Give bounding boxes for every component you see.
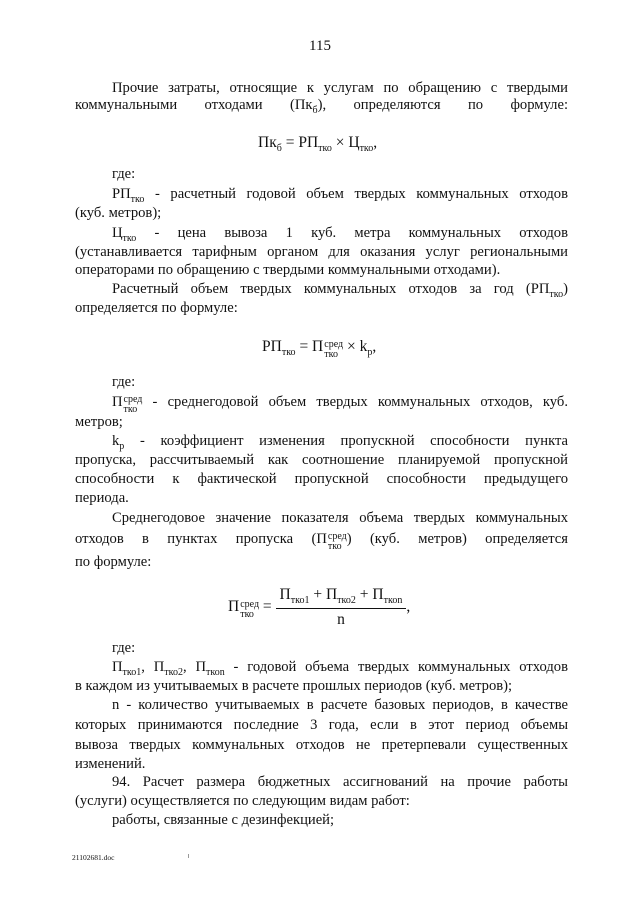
definition-rp-cont: (куб. метров); <box>75 205 162 221</box>
definition-period-volumes: $П_{тко1}$, $П_{тко2}$, $П_{ткоn}$ - годовой объема твердых коммунальных отходов <box>112 659 568 678</box>
definition-average: П сред тко - среднегодовой объем твердых коммунальных отходов, куб. <box>112 394 568 415</box>
fraction: $\frac{П_{тко1} + П_{тко2} + П_{ткоn}}{n}$ <box>276 586 407 629</box>
footer-filename: 21102681.doc <box>72 853 115 862</box>
formula-annual-volume: $РП_{тко} = П$ сред тко × $k_р$, <box>262 338 377 360</box>
definition-price: $Ц_{тко}$ - цена вывоза 1 куб. метра коммунальных отходов <box>112 225 568 244</box>
definition-n-line3: вывоза твердых коммунальных отходов не претерпевали существенных <box>75 737 568 753</box>
definition-coefficient-line4: периода. <box>75 490 129 506</box>
definition-average-cont: метров; <box>75 414 123 430</box>
definition-price-line3: операторами по обращению с твердыми коммунальными отходами). <box>75 262 501 278</box>
definition-coefficient: $k_р$ - коэффициент изменения пропускной способности пункта <box>112 433 568 452</box>
formula-average: П сред тко = $\frac{П_{тко1} + П_{тко2} + П_{ткоn}}{n}$ , <box>228 586 411 628</box>
definition-n-line4: изменений. <box>75 756 146 772</box>
definition-price-line2: (устанавливается тарифным органом для оказания услуг региональными <box>75 244 568 260</box>
definition-period-volumes-cont: в каждом из учитываемых в расчете прошлых периодов (куб. метров); <box>75 678 513 694</box>
paragraph-94-line2: (услуги) осуществляется по следующим видам работ: <box>75 793 410 809</box>
definition-n-line2: которых принимаются последние 3 года, если в этот период объемы <box>75 717 568 733</box>
paragraph-other-costs: Прочие затраты, относящие к услугам по обращению с твердыми коммунальными отходами $(Пк_б)$, определяются по формуле: <box>75 80 568 116</box>
page-number: 115 <box>309 38 331 54</box>
where-label-1: где: <box>112 166 136 182</box>
definition-coefficient-line3: способности к фактической пропускной способности предыдущего <box>75 471 568 487</box>
paragraph-94: 94. Расчет размера бюджетных ассигнований на прочие работы <box>112 774 568 790</box>
definition-coefficient-line2: пропуска, рассчитываемый как соотношение планируемой пропускной <box>75 452 568 468</box>
definition-n: n - количество учитываемых в расчете базовых периодов, в качестве <box>112 697 568 713</box>
paragraph-annual-volume-line2: определяется по формуле: <box>75 300 238 316</box>
list-item-disinfection: работы, связанные с дезинфекцией; <box>112 812 335 828</box>
paragraph-average-value: Среднегодовое значение показателя объема твердых коммунальных <box>112 510 568 526</box>
footer-dot <box>188 854 189 858</box>
definition-rp: $РП_{тко}$ - расчетный годовой объем твердых коммунальных отходов <box>112 186 568 205</box>
paragraph-average-value-line3: по формуле: <box>75 554 152 570</box>
paragraph-annual-volume: Расчетный объем твердых коммунальных отходов за год $(РП_{тко})$ <box>112 281 568 300</box>
paragraph-average-value-line2: отходов в пунктах пропуска (П сред тко ) (куб. метров) определяется <box>75 531 568 552</box>
where-label-3: где: <box>112 640 136 656</box>
formula-other-costs: $Пк_б = РП_{тко} \times Ц_{тко}$, <box>258 134 378 154</box>
where-label-2: где: <box>112 374 136 390</box>
